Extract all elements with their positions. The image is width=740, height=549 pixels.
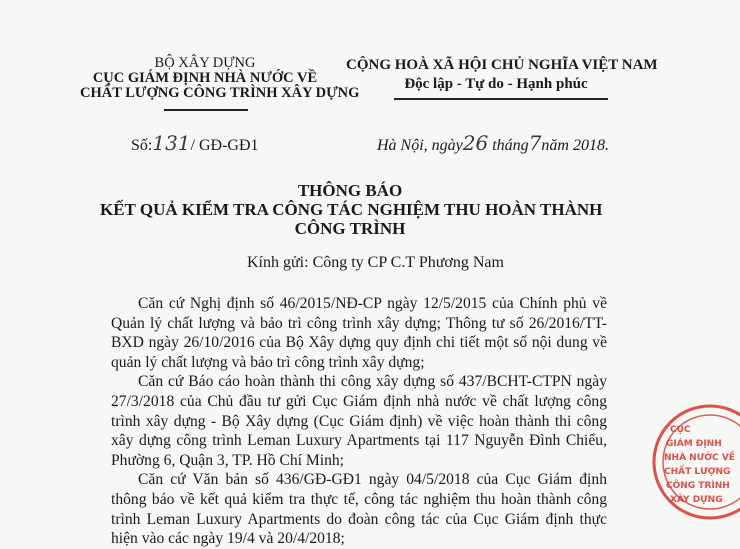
country-name: CỘNG HOÀ XÃ HỘI CHỦ NGHĨA VIỆT NAM xyxy=(346,57,658,73)
national-motto: Độc lập - Tự do - Hạnh phúc xyxy=(404,76,588,92)
title-line2: KẾT QUẢ KIỂM TRA CÔNG TÁC NGHIỆM THU HOÀN THÀNH xyxy=(100,200,603,219)
number-label: Số: xyxy=(131,137,153,154)
number-suffix: / GĐ-GĐ1 xyxy=(190,137,259,154)
title-line1: THÔNG BÁO xyxy=(297,181,403,200)
handwritten-month: 7 xyxy=(528,131,542,155)
motto-underline xyxy=(394,98,608,100)
agency-name-line1: CỤC GIÁM ĐỊNH NHÀ NƯỚC VỀ xyxy=(92,70,318,86)
stamp-text-5: CÔNG TRÌNH xyxy=(666,481,730,491)
official-stamp xyxy=(648,402,740,520)
stamp-seal-icon xyxy=(648,402,740,520)
ministry-name: BỘ XÂY DỰNG xyxy=(154,55,256,71)
agency-header xyxy=(80,55,360,101)
agency-underline xyxy=(164,109,248,111)
document-date xyxy=(377,131,609,155)
stamp-text-4: CHẤT LƯỢNG xyxy=(664,467,731,477)
date-year: năm 2018. xyxy=(541,137,609,154)
date-place: Hà Nội, ngày xyxy=(377,137,463,154)
handwritten-day: 26 xyxy=(462,131,489,155)
recipient-line: Kính gửi: Công ty CP C.T Phương Nam xyxy=(247,254,504,271)
title-line3: CÔNG TRÌNH xyxy=(294,219,406,238)
date-month-label: tháng xyxy=(492,137,529,154)
handwritten-number: 131 xyxy=(152,131,191,155)
body-text xyxy=(111,294,607,549)
national-header xyxy=(346,56,658,94)
stamp-text-3: NHÀ NƯỚC VỀ xyxy=(664,453,735,463)
document-number xyxy=(131,131,259,155)
paragraph-2: Căn cứ Báo cáo hoàn thành thi công xây dựng số 437/BCHT-CTPN ngày 27/3/2018 của Chủ đầu tư gửi Cục Giám định nhà nước về chất lượng công trình xây dựng - Bộ Xây dựng (Cục Giám định) về việc hoàn thành thi công xây dựng công trình Leman Luxury Apartments tại 117 Nguyễn Đình Chiểu, Phường 6, Quận 3, TP. Hồ Chí Minh; xyxy=(111,373,607,469)
stamp-text-1: CỤC xyxy=(670,425,691,435)
stamp-text-2: GIÁM ĐỊNH xyxy=(666,439,722,449)
paragraph-3: Căn cứ Văn bản số 436/GĐ-GĐ1 ngày 04/5/2018 của Cục Giám định thông báo về kết quả kiểm tra thực tế, công tác nghiệm thu hoàn thành công trình Leman Luxury Apartments do đoàn công tác của Cục Giám định thực hiện vào các ngày 19/4 và 20/4/2018; xyxy=(111,471,607,548)
stamp-text-6: XÂY DỰNG xyxy=(670,495,723,505)
paragraph-1: Căn cứ Nghị định số 46/2015/NĐ-CP ngày 12/5/2015 của Chính phủ về Quản lý chất lượng và bảo trì công trình xây dựng; Thông tư số 26/2016/TT-BXD ngày 26/10/2016 của Bộ Xây dựng quy định chi tiết một số nội dung về quản lý chất lượng và bảo trì công trình xây dựng; xyxy=(111,295,607,371)
agency-name-line2: CHẤT LƯỢNG CÔNG TRÌNH XÂY DỰNG xyxy=(80,85,360,101)
